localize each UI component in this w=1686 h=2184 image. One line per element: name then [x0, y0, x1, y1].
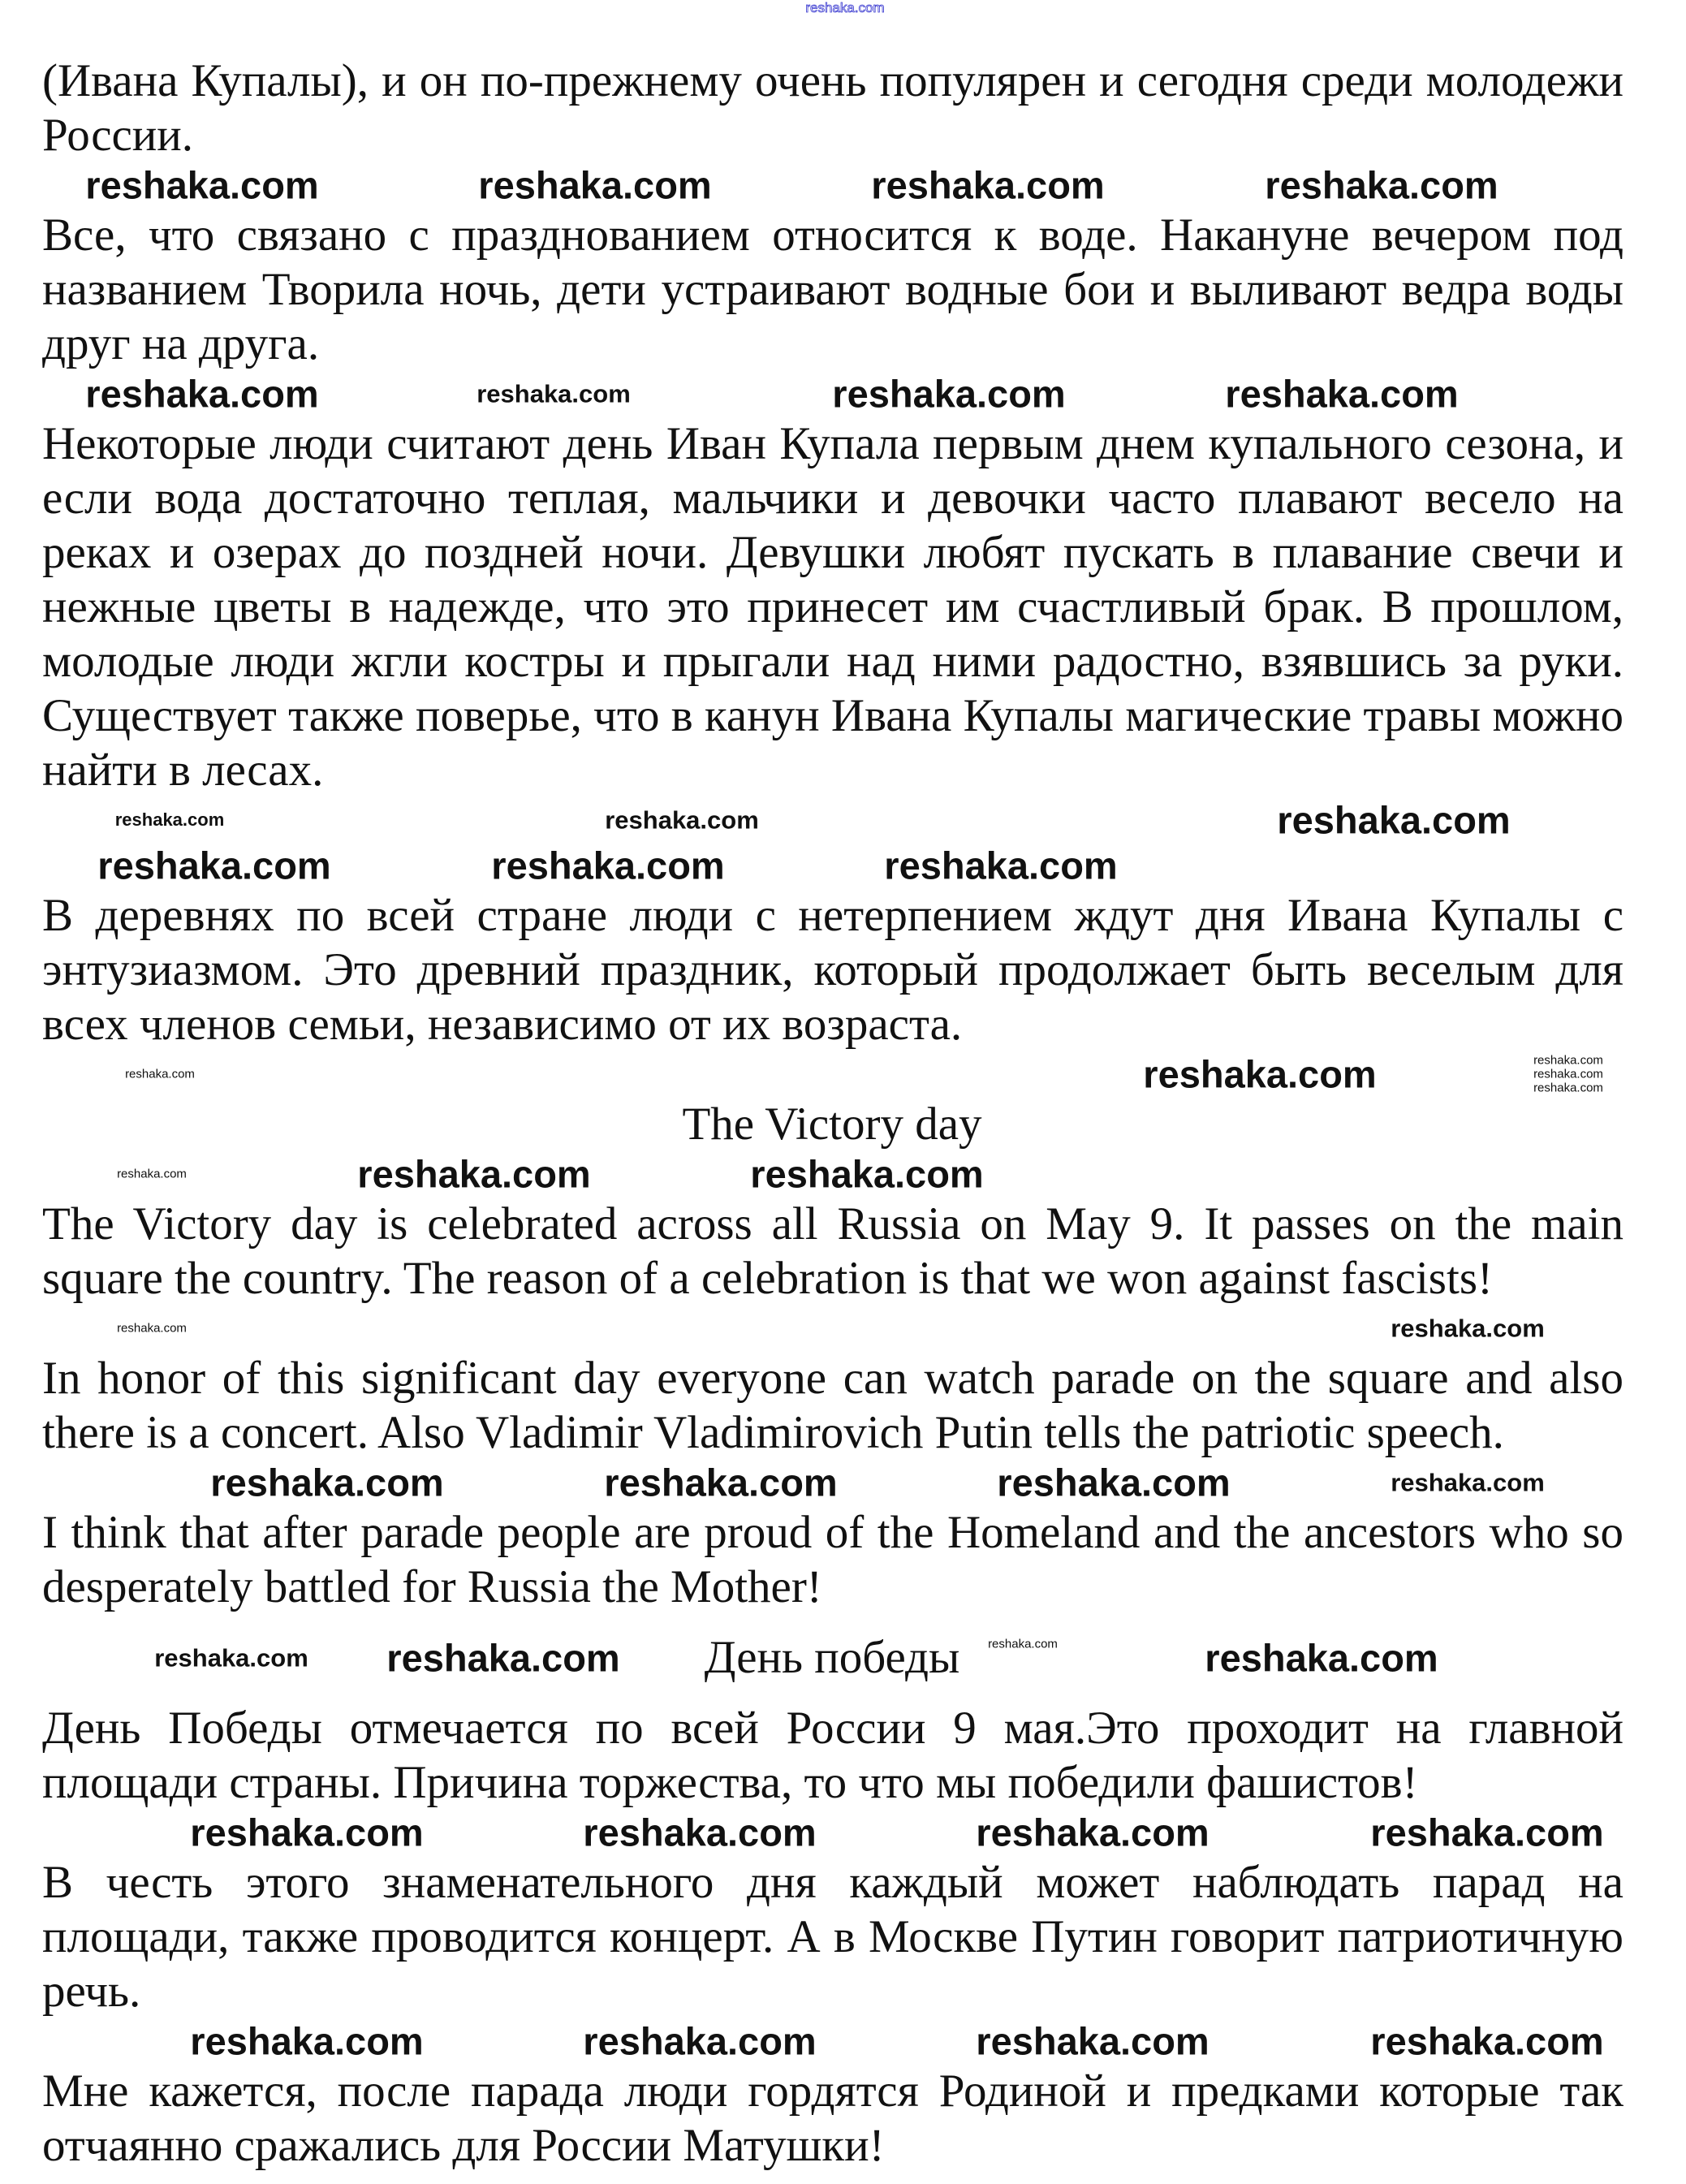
header-link[interactable]: reshaka.com: [805, 0, 885, 15]
watermark: reshaka.com: [1370, 2019, 1604, 2063]
watermark-row: [0, 1151, 1686, 1197]
watermark: reshaka.com: [583, 2019, 817, 2063]
section-title-english-row: [0, 1097, 1686, 1151]
watermark-row: [0, 843, 1686, 888]
watermark: reshaka.com: [1265, 163, 1498, 207]
watermark: reshaka.com: [386, 1636, 620, 1679]
watermark-row: [0, 1810, 1686, 1855]
watermark: reshaka.com: [125, 1067, 195, 1081]
watermark: reshaka.com: [478, 163, 712, 207]
watermark: reshaka.com: [832, 372, 1066, 416]
watermark: reshaka.com: [1533, 1081, 1603, 1095]
paragraph: The Victory day is celebrated across all Russia on May 9. It passes on the main square the country. The reason of a celebration is that we won against fascists!: [42, 1198, 1623, 1304]
paragraph: (Ивана Купалы), и он по-прежнему очень популярен и сегодня среди молодежи России.: [42, 55, 1623, 161]
paragraph: В честь этого знаменательного дня каждый может наблюдать парад на площади, также проводится концерт. А в Москве Путин говорит патриотичную речь.: [42, 1857, 1623, 2017]
watermark: reshaka.com: [190, 2019, 424, 2063]
watermark: reshaka.com: [491, 844, 725, 887]
watermark: reshaka.com: [988, 1637, 1058, 1651]
watermark: reshaka.com: [114, 809, 225, 830]
watermark: reshaka.com: [976, 1811, 1210, 1854]
watermark: reshaka.com: [604, 1461, 838, 1504]
watermark: reshaka.com: [1391, 1468, 1545, 1497]
watermark: reshaka.com: [476, 379, 631, 408]
watermark-row: [0, 797, 1686, 843]
watermark: reshaka.com: [117, 1167, 187, 1181]
watermark: reshaka.com: [85, 163, 319, 207]
watermark-row: [0, 1460, 1686, 1505]
paragraph: День Победы отмечается по всей России 9 мая.Это проходит на главной площади страны. Причина торжества, то что мы победили фашистов!: [42, 1703, 1623, 1808]
paragraph: Мне кажется, после парада люди гордятся Родиной и предками которые так отчаянно сражались для России Матушки!: [42, 2065, 1623, 2171]
section-title-english: The Victory day: [682, 1098, 982, 1150]
watermark: reshaka.com: [1277, 798, 1511, 842]
watermark: reshaka.com: [1391, 1314, 1545, 1343]
paragraph: Некоторые люди считают день Иван Купала первым днем купального сезона, и если вода достаточно теплая, мальчики и девочки часто плавают весело на реках и озерах до поздней ночи. Девушки любят пускать в плавание свечи и нежные цветы в надежде, что это принесет им счастливый брак. В прошлом, молодые люди жгли костры и прыгали над ними радостно, взявшись за руки. Существует также поверье, что в канун Ивана Купалы магические травы можно найти в лесах.: [42, 418, 1623, 796]
section-title-russian: День победы: [704, 1632, 960, 1683]
paragraph: I think that after parade people are proud of the Homeland and the ancestors who so desperately battled for Russia the Mother!: [42, 1507, 1623, 1612]
watermark-row: [0, 2018, 1686, 2064]
paragraph: Все, что связано с празднованием относится к воде. Накануне вечером под названием Творила ночь, дети устраивают водные бои и выливают ведра воды друг на друга.: [42, 209, 1623, 369]
watermark: reshaka.com: [97, 844, 331, 887]
document-body: [0, 54, 1686, 2173]
watermark: reshaka.com: [117, 1321, 187, 1336]
watermark: reshaka.com: [976, 2019, 1210, 2063]
section-title-russian-row: [0, 1630, 1686, 1685]
watermark: reshaka.com: [1205, 1636, 1438, 1679]
watermark: reshaka.com: [85, 372, 319, 416]
watermark: reshaka.com: [1370, 1811, 1604, 1854]
watermark: reshaka.com: [1533, 1067, 1603, 1081]
watermark: reshaka.com: [1143, 1052, 1377, 1096]
watermark: reshaka.com: [190, 1811, 424, 1854]
watermark: reshaka.com: [154, 1643, 308, 1672]
watermark-row: [0, 1306, 1686, 1351]
watermark-row: [0, 162, 1686, 208]
paragraph: В деревнях по всей стране люди с нетерпением ждут дня Ивана Купалы с энтузиазмом. Это древний праздник, который продолжает быть веселым для всех членов семьи, независимо от их возраста.: [42, 890, 1623, 1050]
watermark-row: [0, 371, 1686, 417]
watermark: reshaka.com: [357, 1152, 591, 1196]
watermark-row: [0, 1051, 1686, 1097]
watermark: reshaka.com: [210, 1461, 444, 1504]
watermark: reshaka.com: [871, 163, 1105, 207]
watermark: reshaka.com: [750, 1152, 984, 1196]
watermark: reshaka.com: [1225, 372, 1459, 416]
watermark: reshaka.com: [583, 1811, 817, 1854]
watermark: reshaka.com: [997, 1461, 1231, 1504]
paragraph: In honor of this significant day everyone can watch parade on the square and also there is a concert. Also Vladimir Vladimirovich Putin tells the patriotic speech.: [42, 1353, 1623, 1458]
watermark: reshaka.com: [605, 805, 759, 835]
watermark: reshaka.com: [884, 844, 1118, 887]
watermark: reshaka.com: [1533, 1053, 1603, 1068]
